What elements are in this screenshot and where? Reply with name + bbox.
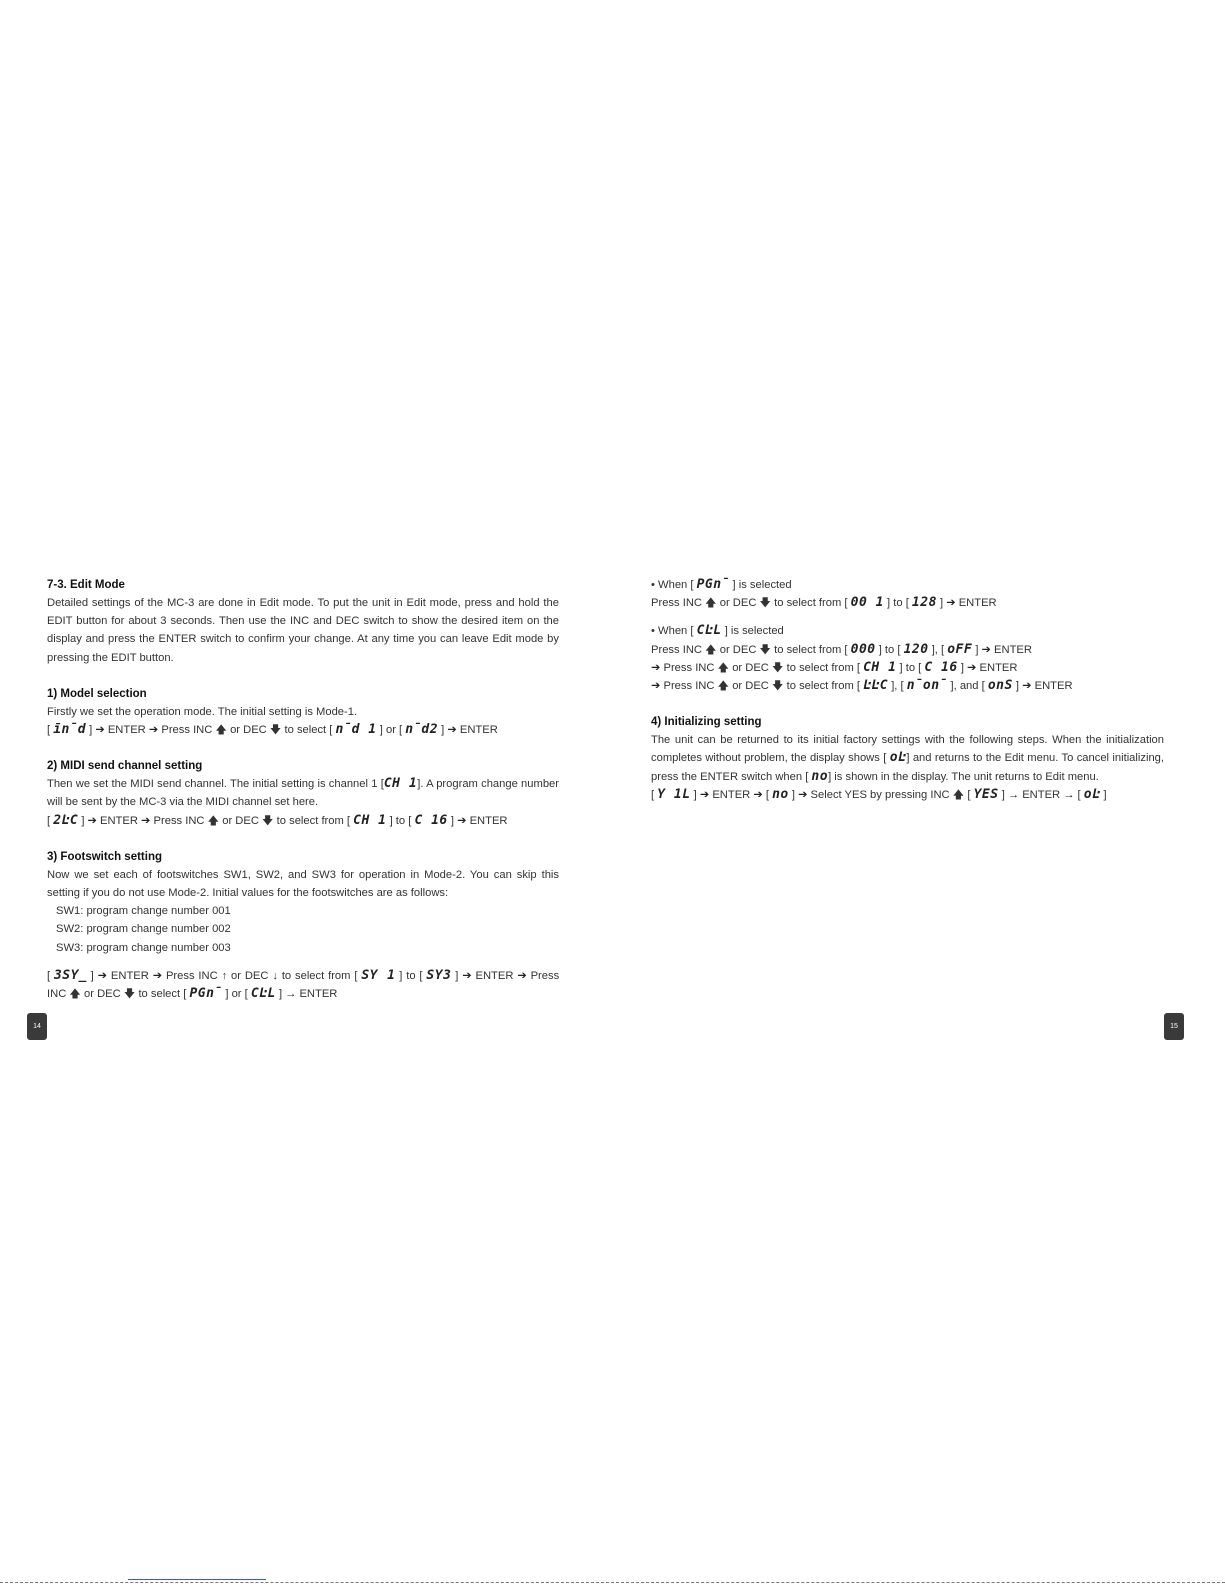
lcd-display: SY3 <box>426 967 452 983</box>
right-page-column <box>651 576 1164 804</box>
ctl-procedure-step-3: ➔ Press INC 🡅 or DEC 🡇 to select from [ ĿĿC ], [ n̄on̄ ], and [ onS ] ➔ ENTER <box>651 678 1073 694</box>
lcd-display: Y 1L <box>657 786 691 802</box>
lcd-display: 2ĿC <box>53 812 79 828</box>
lcd-display: CH 1 <box>863 659 897 675</box>
lcd-display: CH 1 <box>383 776 418 792</box>
lcd-display: YES <box>973 786 999 802</box>
arrow-down-icon: ↓ <box>272 969 278 982</box>
arrow-right-icon: ➔ <box>87 814 97 827</box>
footswitch-procedure: [ 3SY̲ ] ➔ ENTER ➔ Press INC ↑ or DEC ↓ to select from [ SY 1 ] to [ SY3 ] ➔ ENTER ➔ Press INC 🡅 or DEC 🡇 to select [ PGn̄ ] or [ CĿL ] → ENTER <box>47 967 560 1002</box>
initializing-procedure: [ Y 1L ] ➔ ENTER ➔ [ no ] ➔ Select YES by pressing INC 🡅 [ YES ] → ENTER → [ oĿ ] <box>651 786 1107 802</box>
lcd-display: 3SY̲ <box>53 967 87 983</box>
arrow-down-icon: 🡇 <box>759 643 772 656</box>
lcd-display: n̄d2 <box>405 722 439 738</box>
model-selection-text: Firstly we set the operation mode. The initial setting is Mode-1. <box>47 705 358 718</box>
arrow-up-icon: 🡅 <box>705 597 717 610</box>
footswitch-default-sw3: SW3: program change number 003 <box>56 941 231 954</box>
lcd-display: īn̄d <box>53 722 87 738</box>
lcd-display: onS <box>987 678 1013 694</box>
lcd-display: CĿL <box>250 986 276 1002</box>
pgm-when-line: • When [ PGn̄ ] is selected <box>651 577 792 592</box>
arrow-right-icon: ➔ <box>651 680 661 693</box>
lcd-display: CĿL <box>696 623 722 639</box>
arrow-right-icon: ➔ <box>462 969 472 982</box>
arrow-right-icon: ➔ <box>981 643 991 656</box>
left-page-column <box>47 576 559 1003</box>
model-selection-procedure: [ īn̄d ] ➔ ENTER ➔ Press INC 🡅 or DEC 🡇 to select [ n̄d 1 ] or [ n̄d2 ] ➔ ENTER <box>47 722 498 738</box>
bullet: • <box>651 625 655 638</box>
arrow-up-icon: 🡅 <box>717 661 730 674</box>
arrow-up-icon: 🡅 <box>215 724 227 737</box>
lcd-display: SY 1 <box>361 967 396 983</box>
page-number-right: 15 <box>1164 1013 1184 1040</box>
arrow-right-icon: ➔ <box>1022 680 1032 693</box>
arrow-right-icon: → <box>1007 788 1020 801</box>
arrow-right-icon: ➔ <box>967 661 977 674</box>
lcd-display: no <box>811 768 829 784</box>
edit-mode-intro: Detailed settings of the MC-3 are done in Edit mode. To put the unit in Edit mode, press and hold the EDIT button for about 3 seconds. Then use the INC and DEC switch to show the desired item on the display and press the ENTER switch to confirm your change. At any time you can leave Edit mode by pressing the EDIT button. <box>47 597 559 664</box>
lcd-display: oĿ <box>889 750 907 766</box>
arrow-up-icon: 🡅 <box>69 988 81 1001</box>
arrow-right-icon: ➔ <box>946 597 956 610</box>
arrow-up-icon: ↑ <box>221 969 228 982</box>
arrow-down-icon: 🡇 <box>123 988 136 1001</box>
lcd-display: n̄d 1 <box>335 722 377 738</box>
arrow-right-icon: ➔ <box>699 788 710 801</box>
pgm-procedure: Press INC 🡅 or DEC 🡇 to select from [ 00 1 ] to [ 128 ] ➔ ENTER <box>651 595 997 611</box>
ctl-when-line: • When [ CĿL ] is selected <box>651 623 784 639</box>
arrow-up-icon: 🡅 <box>207 814 220 827</box>
arrow-right-icon: ➔ <box>798 788 808 801</box>
footer-dashed-rule <box>0 1582 1225 1583</box>
lcd-display: oĿ <box>1083 786 1101 802</box>
arrow-right-icon: ➔ <box>97 969 108 982</box>
lcd-display: n̄on̄ <box>906 678 948 694</box>
arrow-up-icon: 🡅 <box>717 680 730 693</box>
lcd-display: 128 <box>911 595 937 611</box>
lcd-display: 000 <box>850 641 876 657</box>
arrow-right-icon: ➔ <box>457 814 467 827</box>
lcd-display: ĿĿC <box>863 678 889 694</box>
ctl-procedure-step-1: Press INC 🡅 or DEC 🡇 to select from [ 000 ] to [ 120 ], [ oFF ] ➔ ENTER <box>651 641 1032 657</box>
arrow-right-icon: ➔ <box>152 969 163 982</box>
arrow-right-icon: ➔ <box>148 724 159 737</box>
arrow-right-icon: ➔ <box>447 724 457 737</box>
initializing-heading: 4) Initializing setting <box>651 716 762 729</box>
arrow-down-icon: 🡇 <box>759 597 772 610</box>
arrow-down-icon: 🡇 <box>772 680 784 693</box>
arrow-up-icon: 🡅 <box>705 643 717 656</box>
arrow-right-icon: → <box>285 988 297 1001</box>
footswitch-default-sw1: SW1: program change number 001 <box>56 905 231 918</box>
lcd-display: oFF <box>947 641 973 657</box>
arrow-right-icon: ➔ <box>141 814 151 827</box>
footer-link-underline <box>128 1579 266 1580</box>
lcd-display: CH 1 <box>353 812 387 828</box>
arrow-right-icon: → <box>1063 788 1075 801</box>
arrow-right-icon: ➔ <box>753 788 763 801</box>
arrow-down-icon: 🡇 <box>772 661 784 674</box>
arrow-right-icon: ➔ <box>651 661 661 674</box>
midi-channel-heading: 2) MIDI send channel setting <box>47 760 203 773</box>
midi-channel-text: Then we set the MIDI send channel. The initial setting is channel 1 [CH 1]. A program change number will be sent by the MC-3 via the MIDI channel set here. <box>47 776 559 809</box>
initializing-text: The unit can be returned to its initial factory settings with the following steps. When the initialization completes without problem, the display shows [ oĿ] and returns to the Edit menu. To cancel initializing, press the ENTER switch when [ no] is shown in the display. The unit returns to Edit menu. <box>651 734 1165 784</box>
arrow-down-icon: 🡇 <box>269 724 282 737</box>
ctl-procedure-step-2: ➔ Press INC 🡅 or DEC 🡇 to select from [ CH 1 ] to [ C 16 ] ➔ ENTER <box>651 659 1018 675</box>
lcd-display: C 16 <box>924 659 958 675</box>
arrow-right-icon: ➔ <box>517 969 527 982</box>
lcd-display: 00 1 <box>850 595 884 611</box>
footswitch-default-sw2: SW2: program change number 002 <box>56 923 231 936</box>
bullet: • <box>651 579 655 591</box>
midi-channel-procedure: [ 2ĿC ] ➔ ENTER ➔ Press INC 🡅 or DEC 🡇 to select from [ CH 1 ] to [ C 16 ] ➔ ENTER <box>47 812 508 828</box>
footswitch-text: Now we set each of footswitches SW1, SW2, and SW3 for operation in Mode-2. You can skip this setting if you do not use Mode-2. Initial values for the footswitches are as follows: <box>47 868 559 900</box>
page-number-left: 14 <box>27 1013 47 1040</box>
arrow-right-icon: ➔ <box>95 724 105 737</box>
arrow-down-icon: 🡇 <box>262 814 274 827</box>
lcd-display: C 16 <box>414 812 448 828</box>
arrow-up-icon: 🡅 <box>952 788 965 801</box>
lcd-display: PGn̄ <box>696 577 730 592</box>
lcd-display: 120 <box>903 641 929 657</box>
lcd-display: PGn̄ <box>189 986 223 1002</box>
footswitch-heading: 3) Footswitch setting <box>47 850 162 863</box>
lcd-display: no <box>772 786 789 802</box>
section-title: 7-3. Edit Mode <box>47 579 125 591</box>
model-selection-heading: 1) Model selection <box>47 687 147 700</box>
